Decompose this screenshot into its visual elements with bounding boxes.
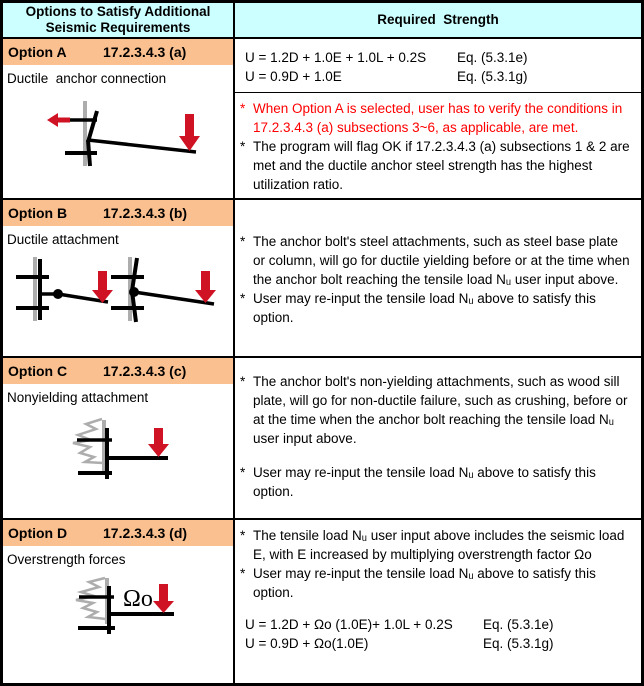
overstrength-forces-diagram xyxy=(62,576,202,638)
option-b-notes xyxy=(235,200,641,327)
equation-ref: Eq. (5.3.1e) xyxy=(483,617,554,632)
note-item xyxy=(240,372,633,448)
option-d-label: Overstrength forces xyxy=(7,552,126,567)
option-d-equations xyxy=(235,602,641,653)
nonyielding-attachment-diagram xyxy=(60,415,190,485)
option-b-right-cell xyxy=(235,200,641,356)
note-text: User may re-input the tensile load Nᵤ above to satisfy this option. xyxy=(253,465,596,499)
note-item xyxy=(240,99,633,137)
option-d-band xyxy=(3,520,233,546)
option-c-notes xyxy=(235,358,641,501)
note-text: The program will flag OK if 17.2.3.4.3 (a) subsections 1 & 2 are met and the ductile anchor steel strength has the highest utilization ratio. xyxy=(253,139,630,192)
note-text: When Option A is selected, user has to verify the conditions in 17.2.3.4.3 (a) subsections 3~6, as applicable, are met. xyxy=(253,101,623,135)
note-text: User may re-input the tensile load Nᵤ above to satisfy this option. xyxy=(253,566,596,600)
equation-ref: Eq. (5.3.1g) xyxy=(457,69,528,84)
tension-load-arrow-icon xyxy=(153,584,174,613)
note-bullet: * xyxy=(240,139,246,154)
note-bullet: * xyxy=(240,465,246,480)
bent-anchor-bolt-line xyxy=(88,111,97,142)
ductile-anchor-connection-diagram xyxy=(40,100,210,170)
note-bullet: * xyxy=(240,234,246,249)
equation-formula: U = 0.9D + 1.0E xyxy=(245,69,342,84)
note-item xyxy=(240,232,633,289)
equation-row xyxy=(245,615,641,634)
option-c-band xyxy=(3,358,233,384)
option-c-name: Option C xyxy=(8,363,68,379)
option-d-name: Option D xyxy=(8,525,68,541)
tension-load-arrow-icon xyxy=(179,114,200,151)
header-required-strength-column xyxy=(235,3,641,37)
option-d-right-cell xyxy=(235,520,641,683)
option-a-right-cell xyxy=(235,39,641,198)
note-text: User may re-input the tensile load Nᵤ above to satisfy this option. xyxy=(253,291,596,325)
attachment-line xyxy=(88,140,196,152)
equation-ref: Eq. (5.3.1g) xyxy=(483,636,554,651)
note-bullet: * xyxy=(240,291,246,306)
note-bullet: * xyxy=(240,374,246,389)
option-c-label: Nonyielding attachment xyxy=(7,390,149,405)
note-item xyxy=(240,526,633,564)
header-required-strength-label: Required Strength xyxy=(377,12,499,27)
option-a-name: Option A xyxy=(8,44,67,60)
overstrength-factor-label: Ωo xyxy=(123,586,153,612)
option-d-notes xyxy=(235,520,641,602)
equation-row xyxy=(245,48,641,67)
equation-row xyxy=(245,634,641,653)
option-c-code: 17.2.3.4.3 (c) xyxy=(103,363,187,379)
option-b-code: 17.2.3.4.3 (b) xyxy=(103,205,188,221)
tension-load-arrow-icon xyxy=(195,271,216,303)
note-text: The anchor bolt's steel attachments, such as steel base plate or column, will go for ductile yielding before or at the time when the anchor bolt reaching the tensile load Nᵤ user input above. xyxy=(253,234,630,287)
option-b-row xyxy=(3,200,641,358)
note-bullet: * xyxy=(240,528,246,543)
equation-formula: U = 1.2D + Ωo (1.0E)+ 1.0L + 0.2S xyxy=(245,617,453,632)
option-b-left-cell xyxy=(3,200,235,356)
note-item xyxy=(240,463,633,501)
option-b-band xyxy=(3,200,233,226)
note-bullet: * xyxy=(240,101,246,116)
header-options-label: Options to Satisfy Additional Seismic Requirements xyxy=(25,4,211,35)
option-d-left-cell xyxy=(3,520,235,683)
note-item xyxy=(240,289,633,327)
option-d-row xyxy=(3,520,641,683)
note-item xyxy=(240,564,633,602)
option-a-notes xyxy=(235,93,641,194)
note-bullet: * xyxy=(240,566,246,581)
note-text: The tensile load Nᵤ user input above includes the seismic load E, with E increased by multiplying overstrength factor Ωo xyxy=(253,528,625,562)
option-a-band xyxy=(3,39,233,65)
option-c-left-cell xyxy=(3,358,235,518)
option-a-code: 17.2.3.4.3 (a) xyxy=(103,44,187,60)
option-c-row xyxy=(3,358,641,520)
table-header-row xyxy=(3,3,641,39)
option-a-left-cell xyxy=(3,39,235,198)
lateral-load-arrow-icon xyxy=(47,113,70,127)
option-a-label: Ductile anchor connection xyxy=(7,71,167,86)
option-b-label: Ductile attachment xyxy=(7,232,119,247)
option-b-name: Option B xyxy=(8,205,68,221)
option-a-equations xyxy=(235,39,641,93)
equation-formula: U = 0.9D + Ωo(1.0E) xyxy=(245,636,369,651)
option-d-code: 17.2.3.4.3 (d) xyxy=(103,525,188,541)
header-options-column xyxy=(3,3,235,37)
note-item xyxy=(240,137,633,194)
tension-load-arrow-icon xyxy=(148,428,169,457)
equation-ref: Eq. (5.3.1e) xyxy=(457,50,528,65)
equation-formula: U = 1.2D + 1.0E + 1.0L + 0.2S xyxy=(245,50,427,65)
option-a-row xyxy=(3,39,641,200)
equation-row xyxy=(245,67,641,86)
option-c-right-cell xyxy=(235,358,641,518)
note-text: The anchor bolt's non-yielding attachments, such as wood sill plate, will go for non-ductile failure, such as crushing, before or at the time when the anchor bolt reaching the tensile load Nᵤ user input above. xyxy=(253,374,628,446)
ductile-attachment-diagram xyxy=(15,254,225,324)
